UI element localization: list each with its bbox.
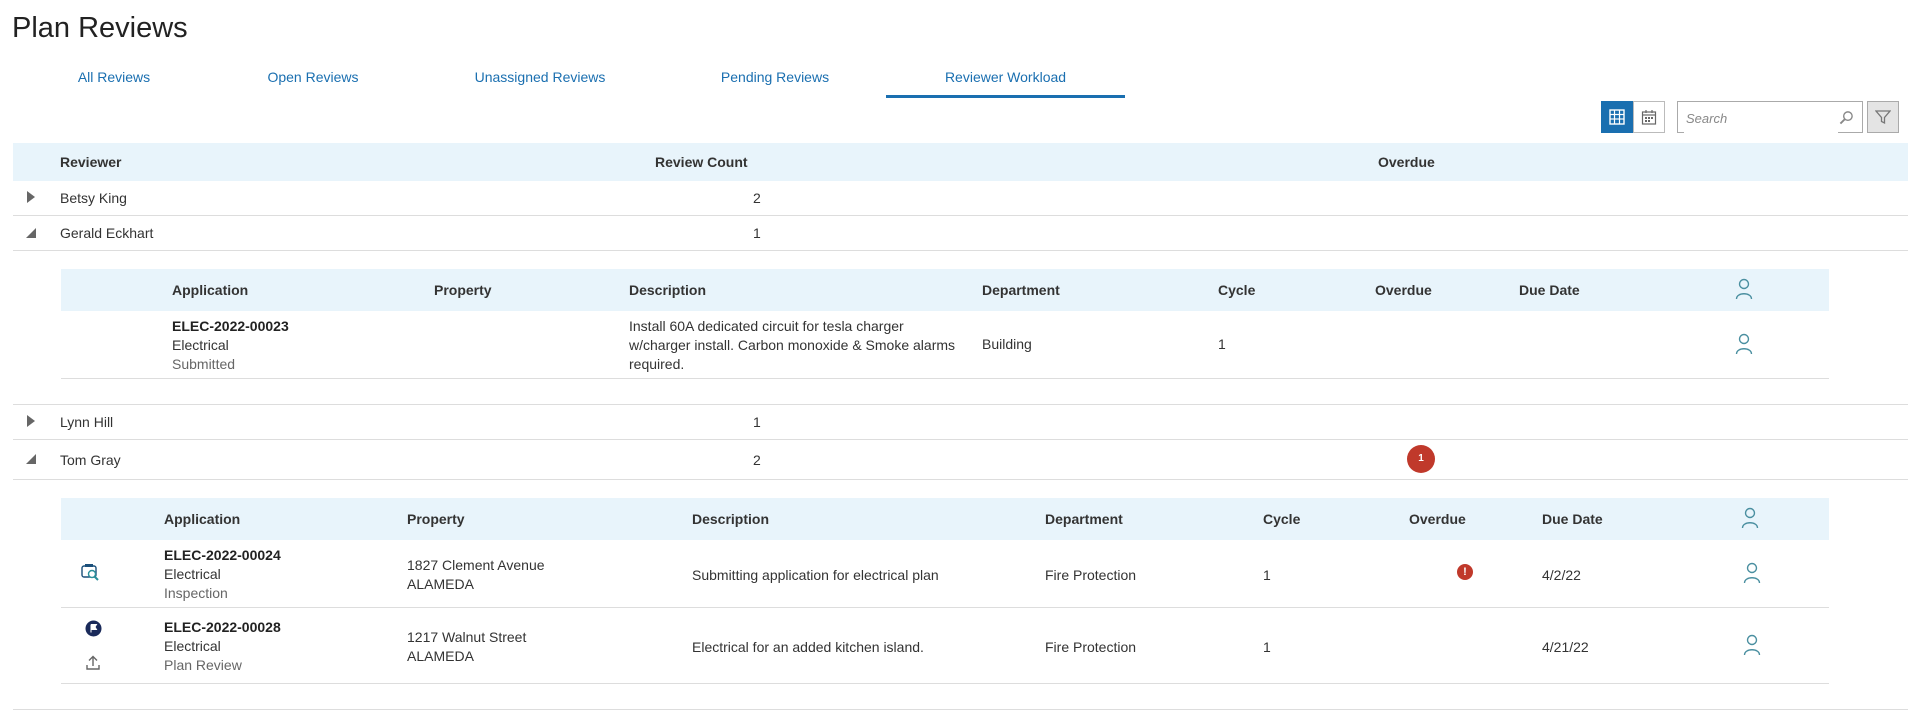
column-header-cycle[interactable]: Cycle <box>1218 282 1256 298</box>
application-type: Electrical <box>172 337 229 353</box>
application-cell <box>164 618 281 675</box>
calendar-view-button[interactable] <box>1633 101 1665 133</box>
cycle: 1 <box>1263 567 1271 583</box>
page-title: Plan Reviews <box>12 12 188 44</box>
calendar-icon <box>1641 109 1657 125</box>
reviewer-name: Betsy King <box>60 190 127 206</box>
description-line: w/charger install. Carbon monoxide & Smoke alarms <box>629 337 956 353</box>
reviewer-name: Lynn Hill <box>60 414 114 430</box>
search-input[interactable] <box>1684 103 1838 133</box>
grid-view-button[interactable] <box>1601 101 1633 133</box>
inspection-icon[interactable] <box>80 563 102 583</box>
property-cell <box>407 556 545 594</box>
tab-open-reviews[interactable]: Open Reviews <box>267 69 359 85</box>
column-header-reviewer[interactable]: Reviewer <box>60 154 122 170</box>
reviewer-row[interactable] <box>13 216 1908 251</box>
department: Building <box>982 336 1032 352</box>
reviewer-row[interactable] <box>13 182 1908 216</box>
filter-button[interactable] <box>1867 101 1899 133</box>
cycle: 1 <box>1218 336 1226 352</box>
property-cell <box>407 628 526 666</box>
application-status: Submitted <box>172 356 236 372</box>
column-header-department[interactable]: Department <box>1045 511 1123 527</box>
assign-user-icon[interactable] <box>1743 562 1761 584</box>
column-header-overdue[interactable]: Overdue <box>1378 154 1435 170</box>
reviewer-name: Gerald Eckhart <box>60 225 154 241</box>
review-row[interactable] <box>61 541 1829 608</box>
property-address: 1217 Walnut Street <box>407 629 527 645</box>
flag-icon[interactable] <box>85 620 102 637</box>
description: Submitting application for electrical plan <box>692 567 939 583</box>
review-count: 2 <box>753 190 761 206</box>
tab-bar <box>0 58 1920 98</box>
application-type: Electrical <box>164 566 221 582</box>
column-header-description[interactable]: Description <box>629 282 707 298</box>
column-header-overdue[interactable]: Overdue <box>1409 511 1466 527</box>
description-line: Install 60A dedicated circuit for tesla charger <box>629 318 904 334</box>
review-row[interactable] <box>61 312 1829 379</box>
assign-user-icon[interactable] <box>1735 333 1753 355</box>
column-header-cycle[interactable]: Cycle <box>1263 511 1301 527</box>
search-icon[interactable] <box>1839 110 1854 125</box>
review-count: 1 <box>753 225 761 241</box>
overdue-badge[interactable]: 1 <box>1407 445 1435 473</box>
search-box <box>1677 101 1863 133</box>
expand-icon[interactable] <box>27 415 35 427</box>
column-header-application[interactable]: Application <box>172 282 249 298</box>
review-row[interactable] <box>61 608 1829 684</box>
column-header-due-date[interactable]: Due Date <box>1542 511 1603 527</box>
upload-icon[interactable] <box>85 655 101 671</box>
divider <box>13 404 1908 405</box>
column-header-due-date[interactable]: Due Date <box>1519 282 1580 298</box>
divider <box>13 709 1908 710</box>
tab-pending-reviews[interactable]: Pending Reviews <box>720 69 830 85</box>
application-id[interactable]: ELEC-2022-00024 <box>164 547 281 563</box>
application-cell <box>172 317 289 374</box>
column-header-property[interactable]: Property <box>407 511 465 527</box>
tab-all-reviews[interactable]: All Reviews <box>77 69 151 85</box>
description-line: required. <box>629 356 685 372</box>
column-header-overdue[interactable]: Overdue <box>1375 282 1432 298</box>
overdue-alert-icon: ! <box>1457 564 1473 580</box>
column-header-property[interactable]: Property <box>434 282 492 298</box>
application-cell <box>164 546 281 603</box>
user-icon <box>1735 278 1753 300</box>
tab-unassigned-reviews[interactable]: Unassigned Reviews <box>474 69 606 85</box>
grid-icon <box>1609 109 1625 125</box>
reviewer-name: Tom Gray <box>60 452 121 468</box>
detail-table-header <box>61 498 1829 540</box>
filter-icon <box>1875 109 1891 125</box>
assign-user-icon[interactable] <box>1743 634 1761 656</box>
reviewer-row[interactable] <box>13 440 1908 480</box>
user-icon <box>1741 507 1759 529</box>
department: Fire Protection <box>1045 567 1137 583</box>
application-status: Inspection <box>164 585 228 601</box>
column-header-description[interactable]: Description <box>692 511 770 527</box>
column-header-review-count[interactable]: Review Count <box>655 154 748 170</box>
column-header-department[interactable]: Department <box>982 282 1060 298</box>
due-date: 4/21/22 <box>1542 639 1589 655</box>
property-address: 1827 Clement Avenue <box>407 557 545 573</box>
application-id[interactable]: ELEC-2022-00028 <box>164 619 281 635</box>
application-id[interactable]: ELEC-2022-00023 <box>172 318 289 334</box>
table-header <box>13 143 1908 181</box>
tab-reviewer-workload[interactable]: Reviewer Workload <box>886 58 1125 98</box>
detail-table-header <box>61 269 1829 311</box>
collapse-icon[interactable] <box>25 453 37 465</box>
review-count: 2 <box>753 452 761 468</box>
column-header-application[interactable]: Application <box>164 511 241 527</box>
application-type: Electrical <box>164 638 221 654</box>
property-city: ALAMEDA <box>407 576 474 592</box>
due-date: 4/2/22 <box>1542 567 1581 583</box>
description: Electrical for an added kitchen island. <box>692 639 924 655</box>
review-count: 1 <box>753 414 761 430</box>
cycle: 1 <box>1263 639 1271 655</box>
reviewer-row[interactable] <box>13 406 1908 440</box>
application-status: Plan Review <box>164 657 242 673</box>
department: Fire Protection <box>1045 639 1137 655</box>
collapse-icon[interactable] <box>25 227 37 239</box>
property-city: ALAMEDA <box>407 648 474 664</box>
expand-icon[interactable] <box>27 191 35 203</box>
description-cell <box>629 317 955 374</box>
